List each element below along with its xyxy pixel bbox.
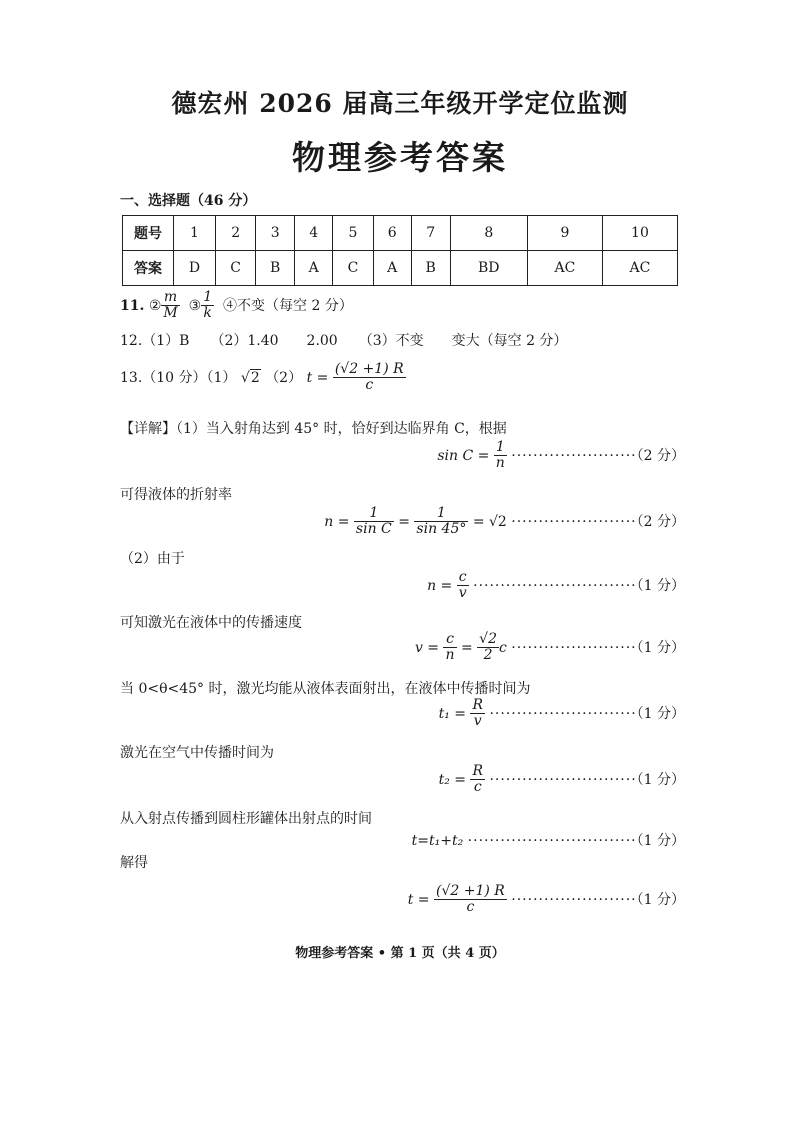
detail-text: （2）由于 xyxy=(120,551,185,567)
table-cell: BD xyxy=(450,251,527,286)
table-cell: 8 xyxy=(450,216,527,251)
equation-5: t₁ = $\frac{R}{v}$ ···························（1 分） xyxy=(438,697,685,730)
answer-table xyxy=(122,215,678,286)
table-cell: C xyxy=(216,251,256,286)
fraction: $\frac{c}{n}$ xyxy=(445,631,455,664)
fraction: $\frac{√2}{2}$ xyxy=(479,631,497,664)
table-cell: 1 xyxy=(174,216,216,251)
fraction: $\frac{(√2 +1) R}{c}$ xyxy=(435,883,505,916)
table-cell: D xyxy=(174,251,216,286)
document-title: 物理参考答案 xyxy=(292,138,508,177)
equation-2: n = $\frac{1}{\text{sin C}}$ = $\frac{1}{\sin 45^\circ}$ = √2 ·······················（2 分） xyxy=(324,505,685,538)
table-cell: B xyxy=(256,251,295,286)
fraction: $\frac{1}{\text{sin C}}$ xyxy=(355,505,392,538)
table-cell: A xyxy=(373,251,411,286)
table-cell: 7 xyxy=(411,216,450,251)
table-cell: 10 xyxy=(602,216,677,251)
table-cell: 6 xyxy=(373,216,411,251)
question-12: 12.（1）B （2）1.40 2.00 （3）不变 变大（每空 2 分） xyxy=(120,333,568,349)
detail-text: 当 0<θ<45° 时，激光均能从液体表面射出，在液体中传播时间为 xyxy=(120,681,531,697)
answer-row xyxy=(123,251,678,286)
detail-intro: 【详解】（1）当入射角达到 45° 时，恰好到达临界角 C，根据 xyxy=(120,421,507,437)
equation-7: t=t₁+t₂ ·······························（1 分） xyxy=(411,833,685,849)
equation-3: n = $\frac{c}{v}$ ······························（1 分） xyxy=(427,569,685,602)
section-heading: 一、选择题（46 分） xyxy=(120,193,257,209)
table-cell: AC xyxy=(602,251,677,286)
fraction: $\frac{R}{v}$ xyxy=(472,697,484,730)
question-13: 13.（10 分）（1） √2 （2） t = $\frac{(√2 +1) R}{c}$ xyxy=(120,361,404,394)
fraction: $\frac{R}{c}$ xyxy=(472,763,484,796)
equation-8: t = $\frac{(√2 +1) R}{c}$ ·······················（1 分） xyxy=(407,883,685,916)
fraction: $\frac{m}{M}$ xyxy=(163,289,178,322)
detail-text: 解得 xyxy=(120,855,148,871)
detail-text: 可知激光在液体中的传播速度 xyxy=(120,615,302,631)
table-cell: B xyxy=(411,251,450,286)
detail-text: 激光在空气中传播时间为 xyxy=(120,745,274,761)
table-cell: 2 xyxy=(216,216,256,251)
equation-4: v = $\frac{c}{n}$ = $\frac{√2}{2}$ c ·······················（1 分） xyxy=(414,631,685,664)
page-footer: 物理参考答案 • 第 1 页（共 4 页） xyxy=(295,946,505,961)
table-cell: 4 xyxy=(295,216,333,251)
fraction: $\frac{1}{k}$ xyxy=(203,289,213,322)
table-cell: 3 xyxy=(256,216,295,251)
table-cell: AC xyxy=(527,251,602,286)
fraction: $\frac{c}{v}$ xyxy=(458,569,467,602)
exam-title: 德宏州 2026 届高三年级开学定位监测 xyxy=(171,89,629,118)
fraction: $\frac{1}{n}$ xyxy=(495,439,505,472)
detail-text: 可得液体的折射率 xyxy=(120,487,232,503)
question-11: 11. ② $\frac{m}{M}$ ③ $\frac{1}{k}$ ④不变（每空 2 分） xyxy=(120,289,353,322)
detail-text: 从入射点传播到圆柱形罐体出射点的时间 xyxy=(120,811,372,827)
table-cell: A xyxy=(295,251,333,286)
table-cell: 9 xyxy=(527,216,602,251)
row-label: 答案 xyxy=(123,251,174,286)
fraction: $\frac{1}{\sin 45^\circ}$ xyxy=(416,505,467,538)
table-cell: 5 xyxy=(333,216,373,251)
equation-1: sin C = $\frac{1}{n}$ ·······················（2 分） xyxy=(437,439,685,472)
table-cell: C xyxy=(333,251,373,286)
fraction: $\frac{(√2 +1) R}{c}$ xyxy=(334,361,404,394)
row-label: 题号 xyxy=(123,216,174,251)
question-number-row xyxy=(123,216,678,251)
sqrt-expression: √2 xyxy=(240,369,260,386)
equation-6: t₂ = $\frac{R}{c}$ ···························（1 分） xyxy=(438,763,685,796)
